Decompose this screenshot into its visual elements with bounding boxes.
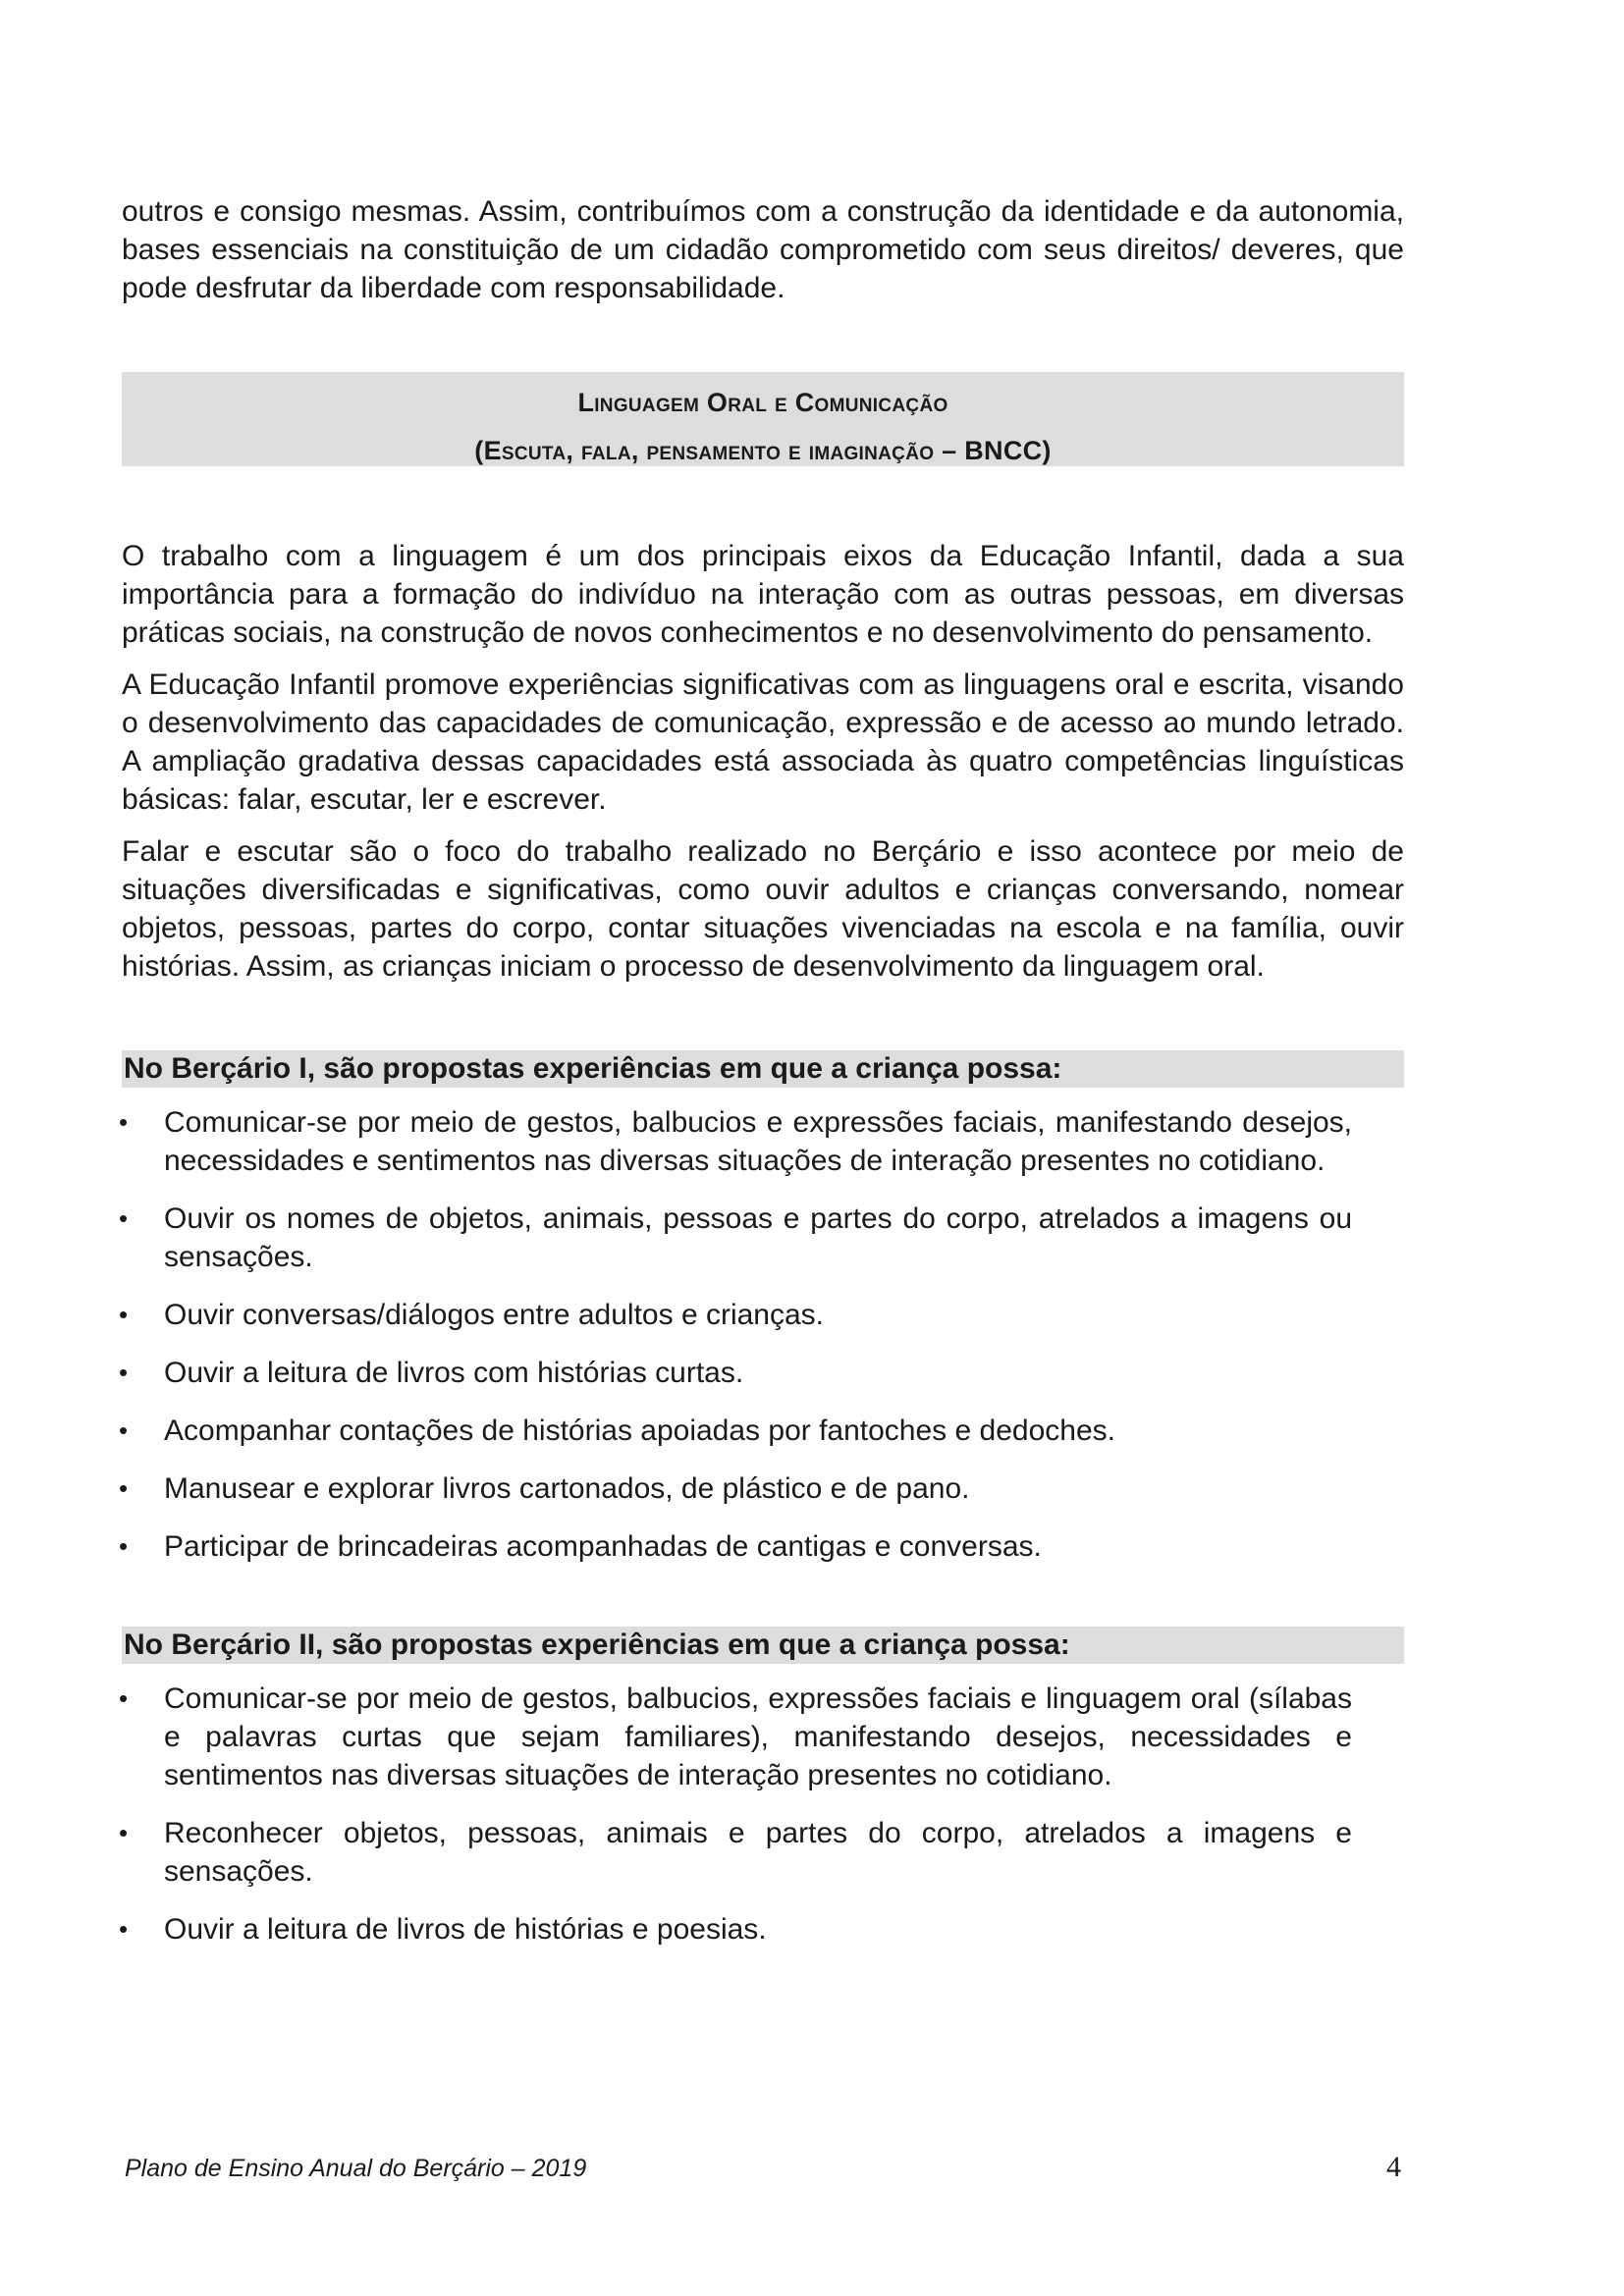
bullet-icon: •	[119, 1300, 129, 1329]
bullet-icon: •	[119, 1203, 129, 1233]
footer-document-title: Plano de Ensino Anual do Berçário – 2019	[125, 2155, 587, 2182]
list-item	[119, 1910, 1352, 1949]
list-item	[119, 1103, 1352, 1180]
bullet-icon: •	[119, 1818, 129, 1847]
list-item	[119, 1469, 1352, 1508]
list-item	[119, 1412, 1352, 1450]
list-item	[119, 1680, 1352, 1794]
list-item-text: Comunicar-se por meio de gestos, balbucios e expressões faciais, manifestando desejos, necessidades e sentimentos nas diversas situações de interação presentes no cotidiano.	[164, 1106, 1352, 1177]
bullet-icon: •	[119, 1531, 129, 1561]
bullet-icon: •	[119, 1473, 129, 1503]
list-item-text: Acompanhar contações de histórias apoiadas por fantoches e dedoches.	[164, 1415, 1115, 1447]
list-item-text: Ouvir a leitura de livros com histórias curtas.	[164, 1357, 744, 1389]
bercario-2-list	[119, 1680, 1404, 1949]
list-item-text: Ouvir os nomes de objetos, animais, pessoas e partes do corpo, atrelados a imagens ou sensações.	[164, 1202, 1352, 1273]
section-title: Linguagem Oral e Comunicação	[577, 388, 948, 417]
body-paragraph: Falar e escutar são o foco do trabalho realizado no Berçário e isso acontece por meio de situações diversificadas e significativas, como ouvir adultos e crianças conversando, nomear objetos, pessoas, partes do corpo, contar situações vivenciadas na escola e na família, ouvir histórias. Assim, as crianças iniciam o processo de desenvolvimento da linguagem oral.	[122, 835, 1404, 983]
bercario-2-heading: No Berçário II, são propostas experiências em que a criança possa:	[122, 1627, 1404, 1664]
list-item-text: Ouvir conversas/diálogos entre adultos e crianças.	[164, 1299, 825, 1331]
list-item-text: Participar de brincadeiras acompanhadas de cantigas e conversas.	[164, 1530, 1042, 1563]
section-subtitle-suffix: – BNCC)	[934, 436, 1052, 465]
list-item	[119, 1527, 1352, 1566]
bullet-icon: •	[119, 1358, 129, 1387]
bercario-1-list	[119, 1103, 1404, 1566]
list-item-text: Reconhecer objetos, pessoas, animais e partes do corpo, atrelados a imagens e sensações.	[164, 1817, 1352, 1888]
list-item-text: Ouvir a leitura de livros de histórias e poesias.	[164, 1913, 767, 1946]
intro-paragraph: outros e consigo mesmas. Assim, contribuímos com a construção da identidade e da autonomia, bases essenciais na constituição de um cidadão comprometido com seus direitos/ deveres, que pode desfrutar da liberdade com responsabilidade.	[122, 195, 1404, 304]
page-number: 4	[1386, 2151, 1401, 2183]
section-subtitle	[122, 416, 1404, 464]
list-item	[119, 1814, 1352, 1891]
page-content	[119, 192, 1404, 1968]
bullet-icon: •	[119, 1683, 129, 1713]
list-item	[119, 1200, 1352, 1276]
body-paragraph: A Educação Infantil promove experiências significativas com as linguagens oral e escrita, visando o desenvolvimento das capacidades de comunicação, expressão e de acesso ao mundo letrado. A ampliação gradativa dessas capacidades está associada às quatro competências linguísticas básicas: falar, escutar, ler e escrever.	[122, 668, 1404, 816]
bullet-icon: •	[119, 1107, 129, 1137]
bullet-icon: •	[119, 1914, 129, 1944]
body-paragraphs	[122, 537, 1404, 986]
section-subtitle-main: (Escuta, fala, pensamento e imaginação	[474, 436, 935, 465]
body-paragraph: O trabalho com a linguagem é um dos principais eixos da Educação Infantil, dada a sua importância para a formação do indivíduo na interação com as outras pessoas, em diversas práticas sociais, na construção de novos conhecimentos e no desenvolvimento do pensamento.	[122, 540, 1404, 649]
list-item-text: Comunicar-se por meio de gestos, balbucios, expressões faciais e linguagem oral (sílabas e palavras curtas que sejam familiares), manifestando desejos, necessidades e sentimentos nas diversas situações de interação presentes no cotidiano.	[164, 1682, 1352, 1791]
bullet-icon: •	[119, 1415, 129, 1445]
section-heading-box	[122, 372, 1404, 466]
list-item	[119, 1296, 1352, 1334]
list-item	[119, 1354, 1352, 1392]
bercario-1-heading: No Berçário I, são propostas experiências em que a criança possa:	[122, 1050, 1404, 1088]
list-item-text: Manusear e explorar livros cartonados, de plástico e de pano.	[164, 1472, 970, 1505]
